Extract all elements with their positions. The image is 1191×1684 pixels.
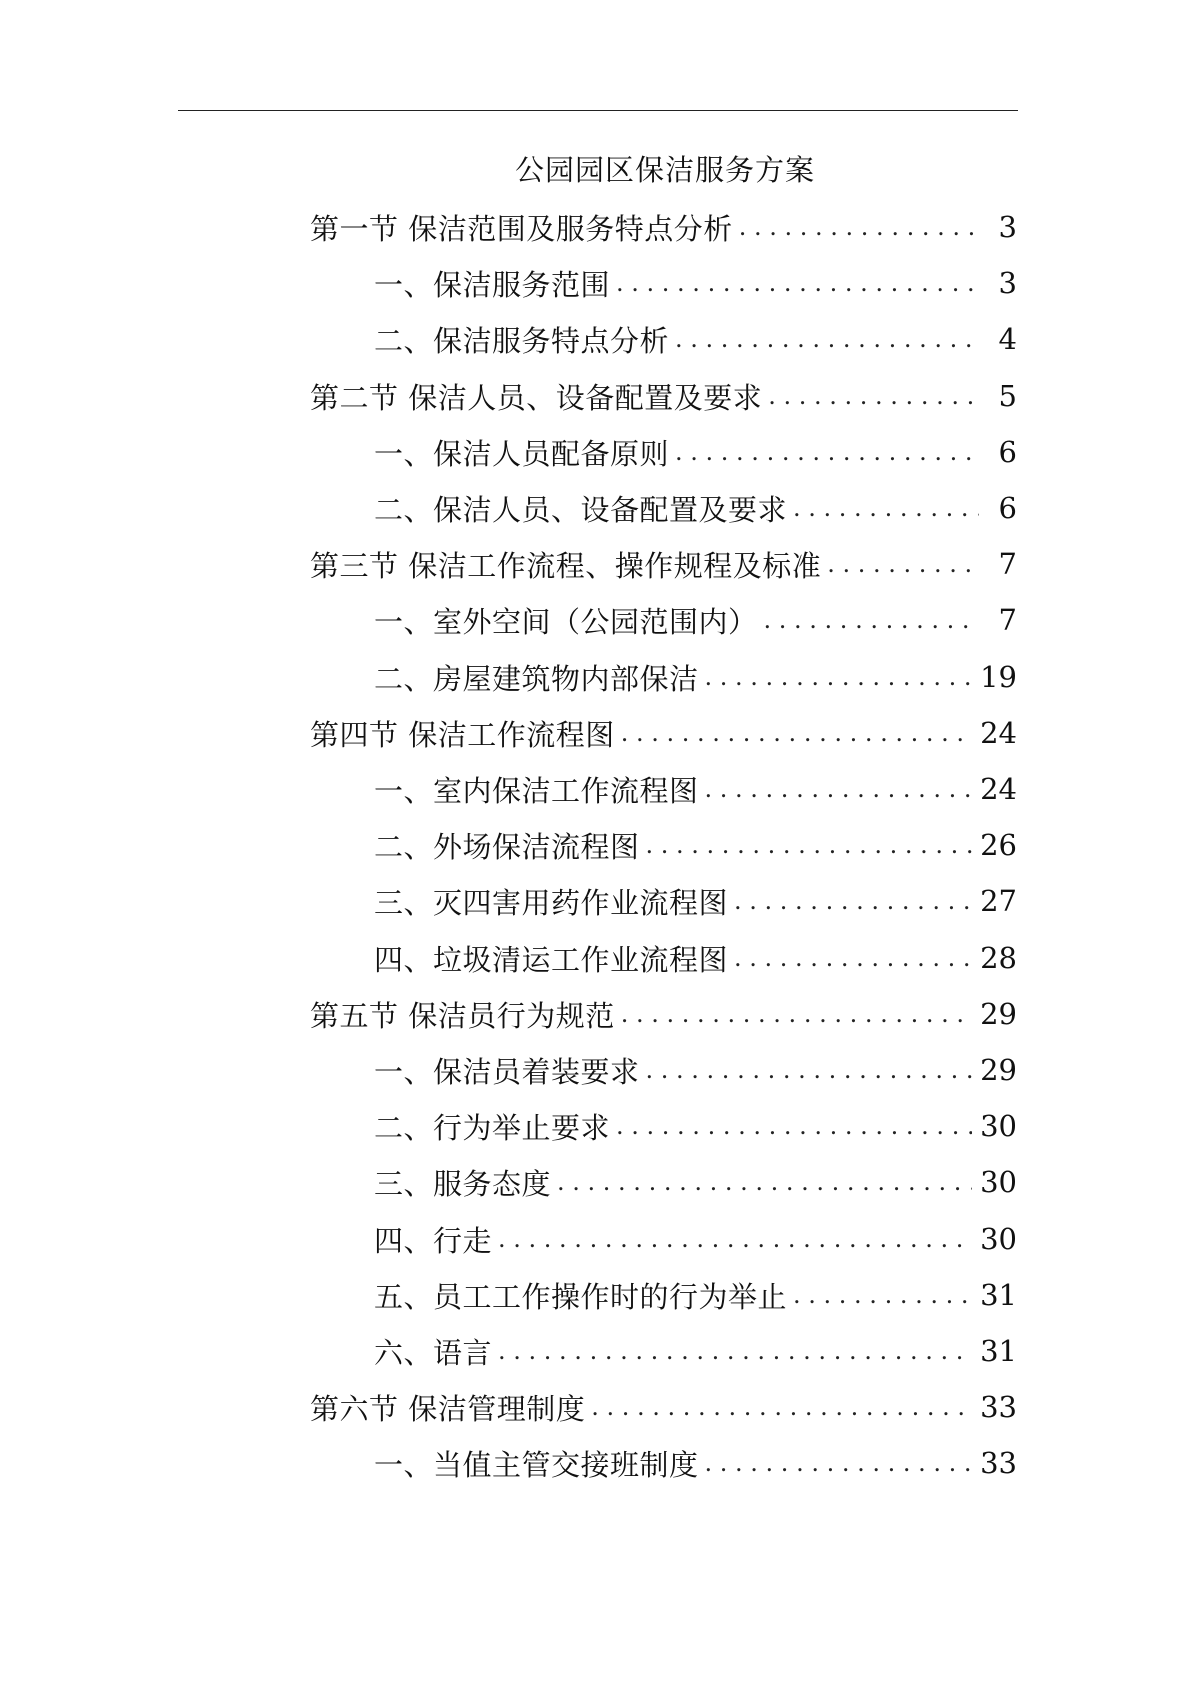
toc-subsection-entry[interactable] bbox=[374, 430, 1017, 474]
toc-entry-label: 第四节 保洁工作流程图 bbox=[310, 717, 615, 752]
toc-dot-leader bbox=[705, 655, 973, 699]
toc-page-number: 7 bbox=[998, 547, 1017, 581]
toc-page-number: 4 bbox=[998, 322, 1017, 356]
toc-dot-leader bbox=[827, 542, 979, 586]
toc-entry-label: 二、保洁人员、设备配置及要求 bbox=[374, 492, 788, 527]
toc-dot-leader bbox=[739, 205, 979, 249]
toc-section-entry[interactable] bbox=[310, 1385, 1017, 1429]
toc-page-number: 6 bbox=[998, 435, 1017, 469]
toc-subsection-entry[interactable] bbox=[374, 317, 1017, 361]
toc-dot-leader bbox=[498, 1217, 972, 1261]
toc-subsection-entry[interactable] bbox=[374, 261, 1017, 305]
toc-entry-label: 三、灭四害用药作业流程图 bbox=[374, 885, 729, 920]
toc-page-number: 5 bbox=[998, 379, 1017, 413]
toc-subsection-entry[interactable] bbox=[374, 1441, 1017, 1485]
toc-dot-leader bbox=[498, 1329, 972, 1373]
toc-dot-leader bbox=[621, 992, 972, 1036]
toc-entry-label: 第一节 保洁范围及服务特点分析 bbox=[310, 211, 733, 246]
toc-dot-leader bbox=[616, 261, 979, 305]
toc-section-entry[interactable] bbox=[310, 542, 1017, 586]
toc-entry-label: 第三节 保洁工作流程、操作规程及标准 bbox=[310, 548, 822, 583]
toc-entry-label: 六、语言 bbox=[374, 1335, 493, 1370]
toc-page-number: 31 bbox=[980, 1334, 1017, 1368]
toc-dot-leader bbox=[793, 1273, 972, 1317]
toc-page-number: 33 bbox=[980, 1446, 1017, 1480]
toc-page-number: 26 bbox=[980, 828, 1017, 862]
toc-subsection-entry[interactable] bbox=[374, 1273, 1017, 1317]
toc-entry-label: 二、房屋建筑物内部保洁 bbox=[374, 661, 699, 696]
toc-dot-leader bbox=[705, 1441, 973, 1485]
toc-dot-leader bbox=[675, 430, 979, 474]
toc-page-number: 29 bbox=[980, 997, 1017, 1031]
toc-subsection-entry[interactable] bbox=[374, 1104, 1017, 1148]
toc-dot-leader bbox=[557, 1160, 972, 1204]
toc-page-number: 30 bbox=[980, 1222, 1017, 1256]
toc-page-number: 30 bbox=[980, 1109, 1017, 1143]
toc-dot-leader bbox=[675, 317, 979, 361]
toc-entry-label: 一、室外空间（公园范围内） bbox=[374, 604, 758, 639]
toc-page-number: 6 bbox=[998, 491, 1017, 525]
toc-section-entry[interactable] bbox=[310, 992, 1017, 1036]
toc-subsection-entry[interactable] bbox=[374, 1329, 1017, 1373]
toc-subsection-entry[interactable] bbox=[374, 936, 1017, 980]
toc-section-entry[interactable] bbox=[310, 205, 1017, 249]
toc-entry-label: 一、室内保洁工作流程图 bbox=[374, 773, 699, 808]
toc-subsection-entry[interactable] bbox=[374, 1048, 1017, 1092]
toc-entry-label: 第六节 保洁管理制度 bbox=[310, 1391, 586, 1426]
toc-subsection-entry[interactable] bbox=[374, 598, 1017, 642]
toc-subsection-entry[interactable] bbox=[374, 879, 1017, 923]
toc-entry-label: 二、行为举止要求 bbox=[374, 1110, 611, 1145]
toc-page-number: 29 bbox=[980, 1053, 1017, 1087]
toc-page-number: 31 bbox=[980, 1278, 1017, 1312]
toc-entry-label: 五、员工工作操作时的行为举止 bbox=[374, 1279, 788, 1314]
toc-section-entry[interactable] bbox=[310, 711, 1017, 755]
toc-subsection-entry[interactable] bbox=[374, 823, 1017, 867]
toc-dot-leader bbox=[646, 1048, 973, 1092]
toc-page-number: 27 bbox=[980, 884, 1017, 918]
toc-dot-leader bbox=[768, 374, 979, 418]
toc-entry-label: 一、当值主管交接班制度 bbox=[374, 1447, 699, 1482]
toc-dot-leader bbox=[621, 711, 972, 755]
toc-subsection-entry[interactable] bbox=[374, 767, 1017, 811]
toc-subsection-entry[interactable] bbox=[374, 655, 1017, 699]
toc-subsection-entry[interactable] bbox=[374, 1217, 1017, 1261]
toc-entry-label: 一、保洁员着装要求 bbox=[374, 1054, 640, 1089]
toc-dot-leader bbox=[734, 879, 972, 923]
toc-page-number: 24 bbox=[980, 772, 1017, 806]
toc-dot-leader bbox=[793, 486, 979, 530]
toc-entry-label: 一、保洁人员配备原则 bbox=[374, 436, 670, 471]
toc-dot-leader bbox=[616, 1104, 972, 1148]
toc-entry-label: 二、外场保洁流程图 bbox=[374, 829, 640, 864]
toc-section-entry[interactable] bbox=[310, 374, 1017, 418]
toc-entry-label: 四、行走 bbox=[374, 1223, 493, 1258]
toc-page-number: 3 bbox=[998, 210, 1017, 244]
toc-page-number: 19 bbox=[980, 660, 1017, 694]
toc-dot-leader bbox=[591, 1385, 972, 1429]
toc-entry-label: 一、保洁服务范围 bbox=[374, 267, 611, 302]
toc-entry-label: 三、服务态度 bbox=[374, 1166, 552, 1201]
toc-entry-label: 四、垃圾清运工作业流程图 bbox=[374, 942, 729, 977]
toc-dot-leader bbox=[705, 767, 973, 811]
toc-page-number: 7 bbox=[998, 603, 1017, 637]
toc-dot-leader bbox=[764, 598, 979, 642]
toc-subsection-entry[interactable] bbox=[374, 1160, 1017, 1204]
toc-entry-label: 二、保洁服务特点分析 bbox=[374, 323, 670, 358]
toc-dot-leader bbox=[734, 936, 972, 980]
toc-page-number: 28 bbox=[980, 941, 1017, 975]
toc-dot-leader bbox=[646, 823, 973, 867]
toc-page-number: 30 bbox=[980, 1165, 1017, 1199]
toc-page-number: 24 bbox=[980, 716, 1017, 750]
toc-page-number: 33 bbox=[980, 1390, 1017, 1424]
toc-entry-label: 第二节 保洁人员、设备配置及要求 bbox=[310, 380, 763, 415]
toc-subsection-entry[interactable] bbox=[374, 486, 1017, 530]
document-title: 公园园区保洁服务方案 bbox=[514, 153, 815, 187]
toc-page-number: 3 bbox=[998, 266, 1017, 300]
toc-entry-label: 第五节 保洁员行为规范 bbox=[310, 998, 615, 1033]
